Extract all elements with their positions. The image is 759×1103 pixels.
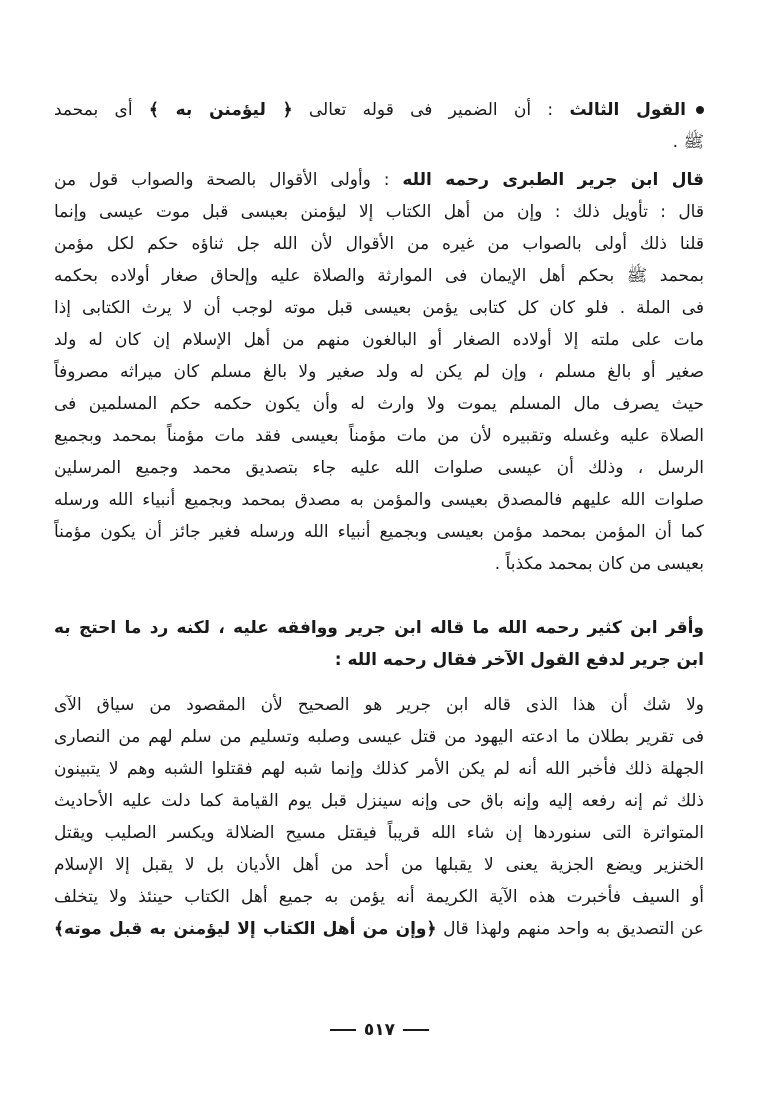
text-run: : أن الضمير فى قوله تعالى bbox=[292, 100, 570, 120]
text-run: أو السيف فأخبرت هذه الآية الكريمة أنه يؤمن به جميع أهل الكتاب حينئذ ولا يتخلف bbox=[54, 887, 704, 907]
text-line bbox=[54, 389, 704, 421]
text-run: ﷺ . bbox=[672, 132, 704, 152]
text-run: المتواترة التى سنوردها إن شاء الله قريباً فيقتل مسيح الضلالة ويكسر الصليب ويقتل bbox=[54, 823, 704, 843]
text-run: بعيسى من كان بمحمد مكذباً . bbox=[494, 554, 704, 574]
text-run: مات على ملته إلا أولاده الصغار أو البالغون منهم من أهل الإسلام إن كان له ولد bbox=[54, 330, 704, 350]
text-run: الجهلة ذلك فأخبر الله أنه لم يكن الأمر كذلك وإنما شبه لهم فقتلوا الشبه وهم لا يتبينون bbox=[54, 759, 704, 779]
text-run: حيث يصرف مال المسلم يموت ولا وارث له وأن يكون حكمه حكم المسلمين فى bbox=[54, 394, 704, 414]
text-run: قلنا ذلك أولى بالصواب من غيره من الأقوال لأن الله جل ثناؤه حكم لكل مؤمن bbox=[54, 234, 704, 254]
text-line bbox=[54, 261, 704, 293]
heading-run: وأقر ابن كثير رحمه الله ما قاله ابن جرير ووافقه عليه ، لكنه رد ما احتج به bbox=[54, 618, 704, 638]
text-run: أى بمحمد bbox=[54, 100, 149, 120]
bullet-icon bbox=[696, 106, 704, 114]
text-run: كما أن المؤمن بمحمد مؤمن بعيسى وبجميع أنبياء الله ورسله فغير جائز أن يكون مؤمناً bbox=[54, 522, 704, 542]
text-line bbox=[54, 357, 704, 389]
section-ibn-kathir-intro bbox=[54, 613, 704, 677]
text-line bbox=[54, 453, 704, 485]
text-line bbox=[54, 95, 704, 127]
text-run: صلوات الله عليهم فالمصدق بعيسى والمؤمن به مصدق بمحمد وبجميع أنبياء الله ورسله bbox=[54, 490, 704, 510]
heading-run: قال ابن جرير الطبرى رحمه الله bbox=[402, 170, 704, 190]
text-run: فى تقرير بطلان ما ادعته اليهود من قتل عيسى وصلبه وتسليم من سلم لهم من النصارى bbox=[54, 727, 704, 747]
section-ibn-jarir-quote bbox=[54, 165, 704, 581]
text-line bbox=[54, 127, 704, 159]
text-line bbox=[54, 549, 704, 581]
text-line bbox=[54, 613, 704, 645]
text-line bbox=[54, 485, 704, 517]
text-line bbox=[54, 690, 704, 722]
text-run: بمحمد ﷺ بحكم أهل الإيمان فى الموارثة والصلاة عليه وإلحاق صغار أولاده بحكمه bbox=[54, 266, 704, 286]
text-run: : وأولى الأقوال بالصحة والصواب قول من bbox=[54, 170, 403, 190]
text-line bbox=[54, 754, 704, 786]
text-line bbox=[54, 421, 704, 453]
quran-quote: ﴿وإن من أهل الكتاب إلا ليؤمنن به قبل موته﴾ bbox=[54, 919, 437, 939]
text-line bbox=[54, 325, 704, 357]
page-number-dash-right bbox=[330, 1029, 356, 1031]
section-ibn-kathir-quote bbox=[54, 690, 704, 946]
text-line bbox=[54, 818, 704, 850]
text-line bbox=[54, 882, 704, 914]
text-line bbox=[54, 645, 704, 677]
text-run: عن التصديق به واحد منهم ولهذا قال bbox=[436, 919, 704, 939]
text-run: قال : تأويل ذلك : وإن من أهل الكتاب إلا ليؤمنن بعيسى قبل موت عيسى وإنما bbox=[54, 202, 704, 222]
heading-run: القول الثالث bbox=[569, 100, 686, 120]
text-line bbox=[54, 293, 704, 325]
text-run: ولا شك أن هذا الذى قاله ابن جرير هو الصحيح لأن المقصود من سياق الآى bbox=[54, 695, 704, 715]
page-number-value: ٥١٧ bbox=[363, 1020, 396, 1040]
text-run: ذلك ثم إنه رفعه إليه وإنه باق حى وإنه سينزل قبل يوم القيامة كما دلت عليه الأحاديث bbox=[54, 791, 704, 811]
text-run: الصلاة عليه وغسله وتقبيره لأن من مات مؤمناً بعيسى فقد مات مؤمناً بمحمد وبجميع bbox=[54, 426, 704, 446]
quran-quote: ﴿ ليؤمنن به ﴾ bbox=[148, 100, 293, 120]
text-line bbox=[54, 914, 704, 946]
page-number bbox=[0, 1020, 759, 1040]
text-run: فى الملة . فلو كان كل كتابى يؤمن بعيسى قبل موته لوجب أن لا يرث الكتابى إذا bbox=[54, 298, 704, 318]
section-third-opinion bbox=[54, 95, 704, 159]
text-line bbox=[54, 197, 704, 229]
text-run: الرسل ، وذلك أن عيسى صلوات الله عليه جاء بتصديق محمد وجميع المرسلين bbox=[54, 458, 704, 478]
text-line bbox=[54, 786, 704, 818]
text-line bbox=[54, 517, 704, 549]
heading-run: ابن جرير لدفع القول الآخر فقال رحمه الله : bbox=[334, 650, 704, 670]
text-run: الخنزير ويضع الجزية يعنى لا يقبلها من أحد من أهل الأديان بل لا يقبل إلا الإسلام bbox=[54, 855, 704, 875]
text-line bbox=[54, 165, 704, 197]
page-number-dash-left bbox=[403, 1029, 429, 1031]
text-line bbox=[54, 722, 704, 754]
text-run: صغير أو بالغ مسلم ، وإن لم يكن له ولد صغير ولا بالغ مسلم كان ميراثه مصروفاً bbox=[54, 362, 704, 382]
text-line bbox=[54, 229, 704, 261]
text-line bbox=[54, 850, 704, 882]
